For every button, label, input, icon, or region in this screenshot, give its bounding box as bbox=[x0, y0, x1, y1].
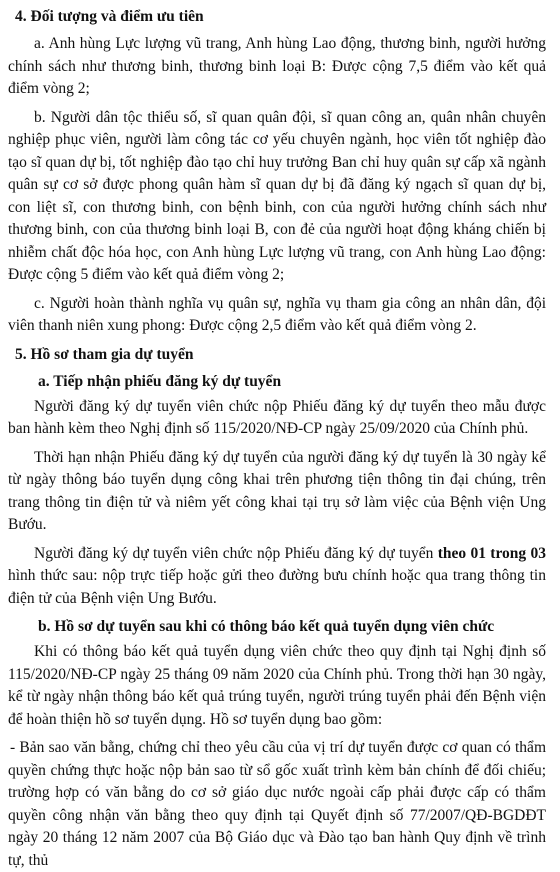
section-4-item-b: b. Người dân tộc thiểu số, sĩ quan quân đội, sĩ quan công an, quân nhân chuyên nghiệp phục viên, người làm công tác cơ yếu chuyên ngành, học viên tốt nghiệp đào tạo sĩ quan dự bị, tốt nghiệp đào tạo chỉ huy trưởng Ban chỉ huy quân sự cấp xã ngành quân sự cơ sở được phong quân hàm sĩ quan dự bị đã đăng ký ngạch sĩ quan dự bị, con liệt sĩ, con thương binh, con bệnh binh, con của người hưởng chính sách như thương binh, con của thương binh loại B, con đẻ của người hoạt động kháng chiến bị nhiễm chất độc hóa học, con Anh hùng Lực lượng vũ trang, con Anh hùng Lao động: Được cộng 5 điểm vào kết quả điểm vòng 2; bbox=[8, 107, 546, 287]
section-5b-heading: b. Hồ sơ dự tuyển sau khi có thông báo kết quả tuyển dụng viên chức bbox=[38, 616, 546, 637]
section-4-item-a: a. Anh hùng Lực lượng vũ trang, Anh hùng Lao động, thương binh, người hưởng chính sách như thương binh, thương binh loại B: Được cộng 7,5 điểm vào kết quả điểm vòng 2; bbox=[8, 33, 546, 101]
section-5a-heading: a. Tiếp nhận phiếu đăng ký dự tuyển bbox=[38, 371, 546, 392]
section-5a-paragraph-2: Thời hạn nhận Phiếu đăng ký dự tuyển của người đăng ký dự tuyển là 30 ngày kể từ ngày thông báo tuyển dụng công khai trên phương tiện thông tin đại chúng, trên trang thông tin điện tử và niêm yết công khai tại trụ sở làm việc của Bệnh viện Ung Bướu. bbox=[8, 447, 546, 537]
section-5a-paragraph-3 bbox=[8, 543, 546, 611]
section-5-heading: 5. Hồ sơ tham gia dự tuyển bbox=[15, 344, 546, 365]
section-5b-paragraph-1: Khi có thông báo kết quả tuyển dụng viên chức theo quy định tại Nghị định số 115/2020/NĐ-CP ngày 25 tháng 09 năm 2020 của Chính phủ. Trong thời hạn 30 ngày, kể từ ngày nhận thông báo kết quả trúng tuyển, người trúng tuyển phải đến Bệnh viện để hoàn thiện hồ sơ tuyển dụng. Hồ sơ tuyển dụng bao gồm: bbox=[8, 641, 546, 731]
section-5a-paragraph-1: Người đăng ký dự tuyển viên chức nộp Phiếu đăng ký dự tuyển theo mẫu được ban hành kèm theo Nghị định số 115/2020/NĐ-CP ngày 25/09/2020 của Chính phủ. bbox=[8, 396, 546, 441]
section-5a-p3-text-before: Người đăng ký dự tuyển viên chức nộp Phiếu đăng ký dự tuyển bbox=[34, 545, 438, 562]
section-4-item-c: c. Người hoàn thành nghĩa vụ quân sự, nghĩa vụ tham gia công an nhân dân, đội viên thanh niên xung phong: Được cộng 2,5 điểm vào kết quả điểm vòng 2. bbox=[8, 293, 546, 338]
section-4-heading: 4. Đối tượng và điểm ưu tiên bbox=[15, 6, 546, 27]
section-5b-bullet-1: - Bản sao văn bằng, chứng chỉ theo yêu cầu của vị trí dự tuyển được cơ quan có thẩm quyền chứng thực hoặc nộp bản sao từ sổ gốc xuất trình kèm bản chính để đối chiếu; trường hợp có văn bằng do cơ sở giáo dục nước ngoài cấp phải được cấp có thẩm quyền công nhận văn bằng theo quy định tại Quyết định số 77/2007/QĐ-BGDĐT ngày 20 tháng 12 năm 2007 của Bộ Giáo dục và Đào tạo ban hành Quy định về trình tự, thủ bbox=[8, 737, 546, 872]
section-5 bbox=[8, 344, 546, 872]
section-4 bbox=[8, 6, 546, 338]
section-5a-p3-text-after: hình thức sau: nộp trực tiếp hoặc gửi theo đường bưu chính hoặc qua trang thông tin điện tử của Bệnh viện Ung Bướu. bbox=[8, 567, 546, 607]
section-5a-p3-bold: theo 01 trong 03 bbox=[438, 545, 546, 562]
